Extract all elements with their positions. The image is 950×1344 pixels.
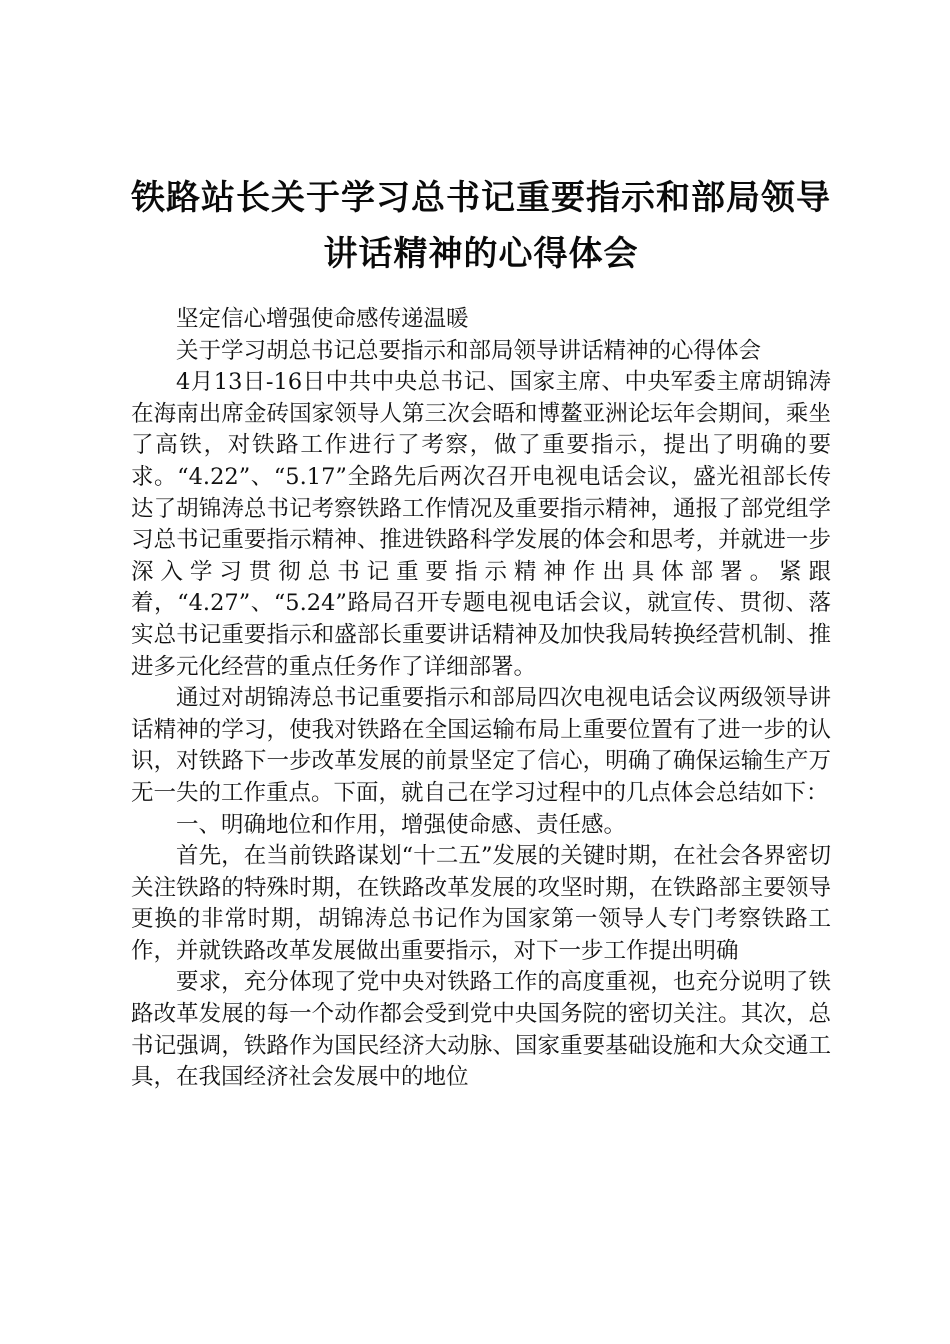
- topic-paragraph: 关于学习胡总书记总要指示和部局领导讲话精神的心得体会: [176, 337, 762, 364]
- document-body: [131, 304, 831, 1094]
- body-paragraph: 4月13日-16日中共中央总书记、国家主席、中央军委主席胡锦涛在海南出席金砖国家领导人第三次会晤和博鳌亚洲论坛年会期间，乘坐了高铁，对铁路工作进行了考察，做了重要指示，提出了明确的要求。“4.22”、“5.17”全路先后两次召开电视电话会议，盛光祖部长传达了胡锦涛总书记考察铁路工作情况及重要指示精神，通报了部党组学习总书记重要指示精神、推进铁路科学发展的体会和思考，并就进一步深入学习贯彻总书记重要指示精神作出具体部署。紧跟着，“4.27”、“5.24”路局召开专题电视电话会议，就宣传、贯彻、落实总书记重要指示和盛部长重要讲话精神及加快我局转换经营机制、推进多元化经营的重点任务作了详细部署。: [131, 369, 831, 680]
- body-paragraph: 首先，在当前铁路谋划“十二五”发展的关键时期，在社会各界密切关注铁路的特殊时期，在铁路改革发展的攻坚时期，在铁路部主要领导更换的非常时期，胡锦涛总书记作为国家第一领导人专门考察铁路工作，并就铁路改革发展做出重要指示，对下一步工作提出明确: [131, 843, 831, 964]
- title-line-2: 讲话精神的心得体会: [323, 234, 639, 274]
- title-line-1: 铁路站长关于学习总书记重要指示和部局领导: [131, 178, 831, 218]
- body-paragraph: 通过对胡锦涛总书记重要指示和部局四次电视电话会议两级领导讲话精神的学习，使我对铁路在全国运输布局上重要位置有了进一步的认识，对铁路下一步改革发展的前景坚定了信心，明确了确保运输生产万无一失的工作重点。下面，就自己在学习过程中的几点体会总结如下：: [131, 685, 831, 806]
- subtitle-paragraph: 坚定信心增强使命感传递温暖: [176, 306, 469, 332]
- section-heading: 一、明确地位和作用，增强使命感、责任感。: [176, 811, 627, 838]
- document-page: [131, 170, 831, 1094]
- body-paragraph: 要求，充分体现了党中央对铁路工作的高度重视，也充分说明了铁路改革发展的每一个动作都会受到党中央国务院的密切关注。其次，总书记强调，铁路作为国民经济大动脉、国家重要基础设施和大众交通工具，在我国经济社会发展中的地位: [131, 969, 831, 1091]
- document-title: [131, 170, 831, 282]
